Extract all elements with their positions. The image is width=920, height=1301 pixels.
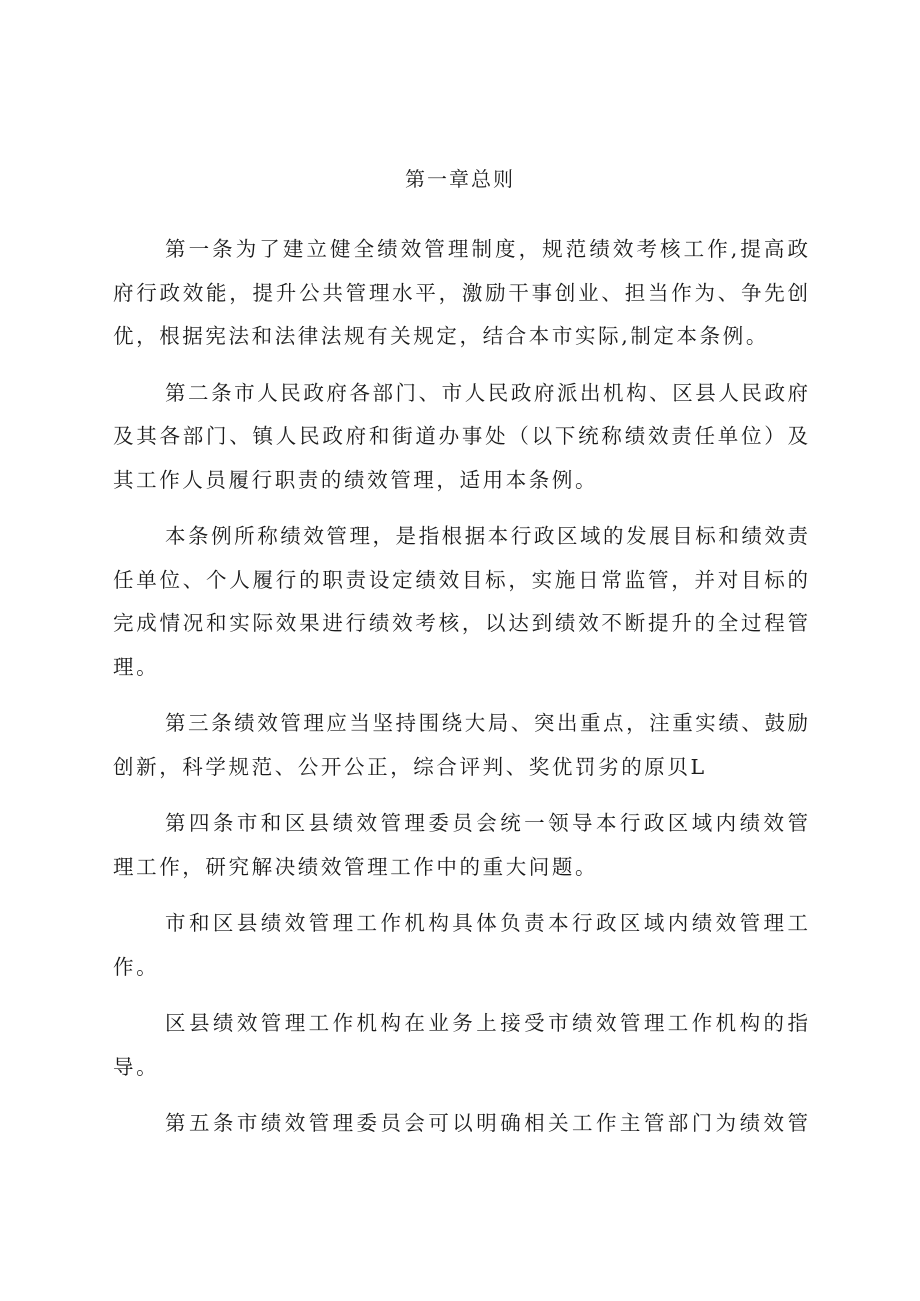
paragraph-line: 第四条市和区县绩效管理委员会统一领导本行政区域内绩效管 xyxy=(165,811,808,835)
paragraph-line: 及其各部门、镇人民政府和街道办事处（以下统称绩效责任单位）及 xyxy=(113,424,808,448)
paragraph-line: 创新，科学规范、公开公正，综合评判、奖优罚劣的原贝L xyxy=(113,754,707,779)
paragraph-line: 理工作，研究解决绩效管理工作中的重大问题。 xyxy=(113,854,599,879)
paragraph-line: 第二条市人民政府各部门、市人民政府派出机构、区县人民政府 xyxy=(165,380,808,405)
paragraph-line: 任单位、个人履行的职责设定绩效目标，实施日常监管，并对目标的 xyxy=(113,567,808,592)
paragraph xyxy=(113,515,808,689)
paragraph-line: 府行政效能，提升公共管理水平，激励干事创业、担当作为、争先创 xyxy=(113,280,808,305)
paragraph-line: 区县绩效管理工作机构在业务上接受市绩效管理工作机构的指 xyxy=(165,1011,808,1035)
paragraph xyxy=(113,702,808,789)
paragraph-line: 其工作人员履行职责的绩效管理，适用本条例。 xyxy=(113,467,599,492)
paragraph-line: 第五条市绩效管理委员会可以明确相关工作主管部门为绩效管 xyxy=(165,1111,808,1135)
paragraph xyxy=(113,802,808,889)
paragraph-line: 第三条绩效管理应当坚持围绕大局、突出重点，注重实绩、鼓励 xyxy=(165,711,808,735)
document-body xyxy=(113,228,808,1159)
paragraph-line: 第一条为了建立健全绩效管理制度，规范绩效考核工作,提高政 xyxy=(165,237,808,261)
paragraph-line: 优，根据宪法和法律法规有关规定，结合本市实际,制定本条例。 xyxy=(113,324,769,348)
paragraph xyxy=(113,902,808,989)
paragraph-line: 完成情况和实际效果进行绩效考核，以达到绩效不断提升的全过程管 xyxy=(113,611,808,635)
paragraph-line: 本条例所称绩效管理，是指根据本行政区域的发展目标和绩效责 xyxy=(165,524,808,548)
paragraph-line: 导。 xyxy=(113,1054,160,1079)
paragraph-line: 市和区县绩效管理工作机构具体负责本行政区域内绩效管理工 xyxy=(165,911,808,935)
paragraph xyxy=(113,372,808,503)
chapter-title: 第一章总则 xyxy=(405,167,515,191)
paragraph xyxy=(113,1002,808,1089)
paragraph xyxy=(113,228,808,359)
paragraph xyxy=(113,1102,808,1146)
paragraph-line: 作。 xyxy=(113,954,160,979)
paragraph-line: 理。 xyxy=(113,654,160,679)
